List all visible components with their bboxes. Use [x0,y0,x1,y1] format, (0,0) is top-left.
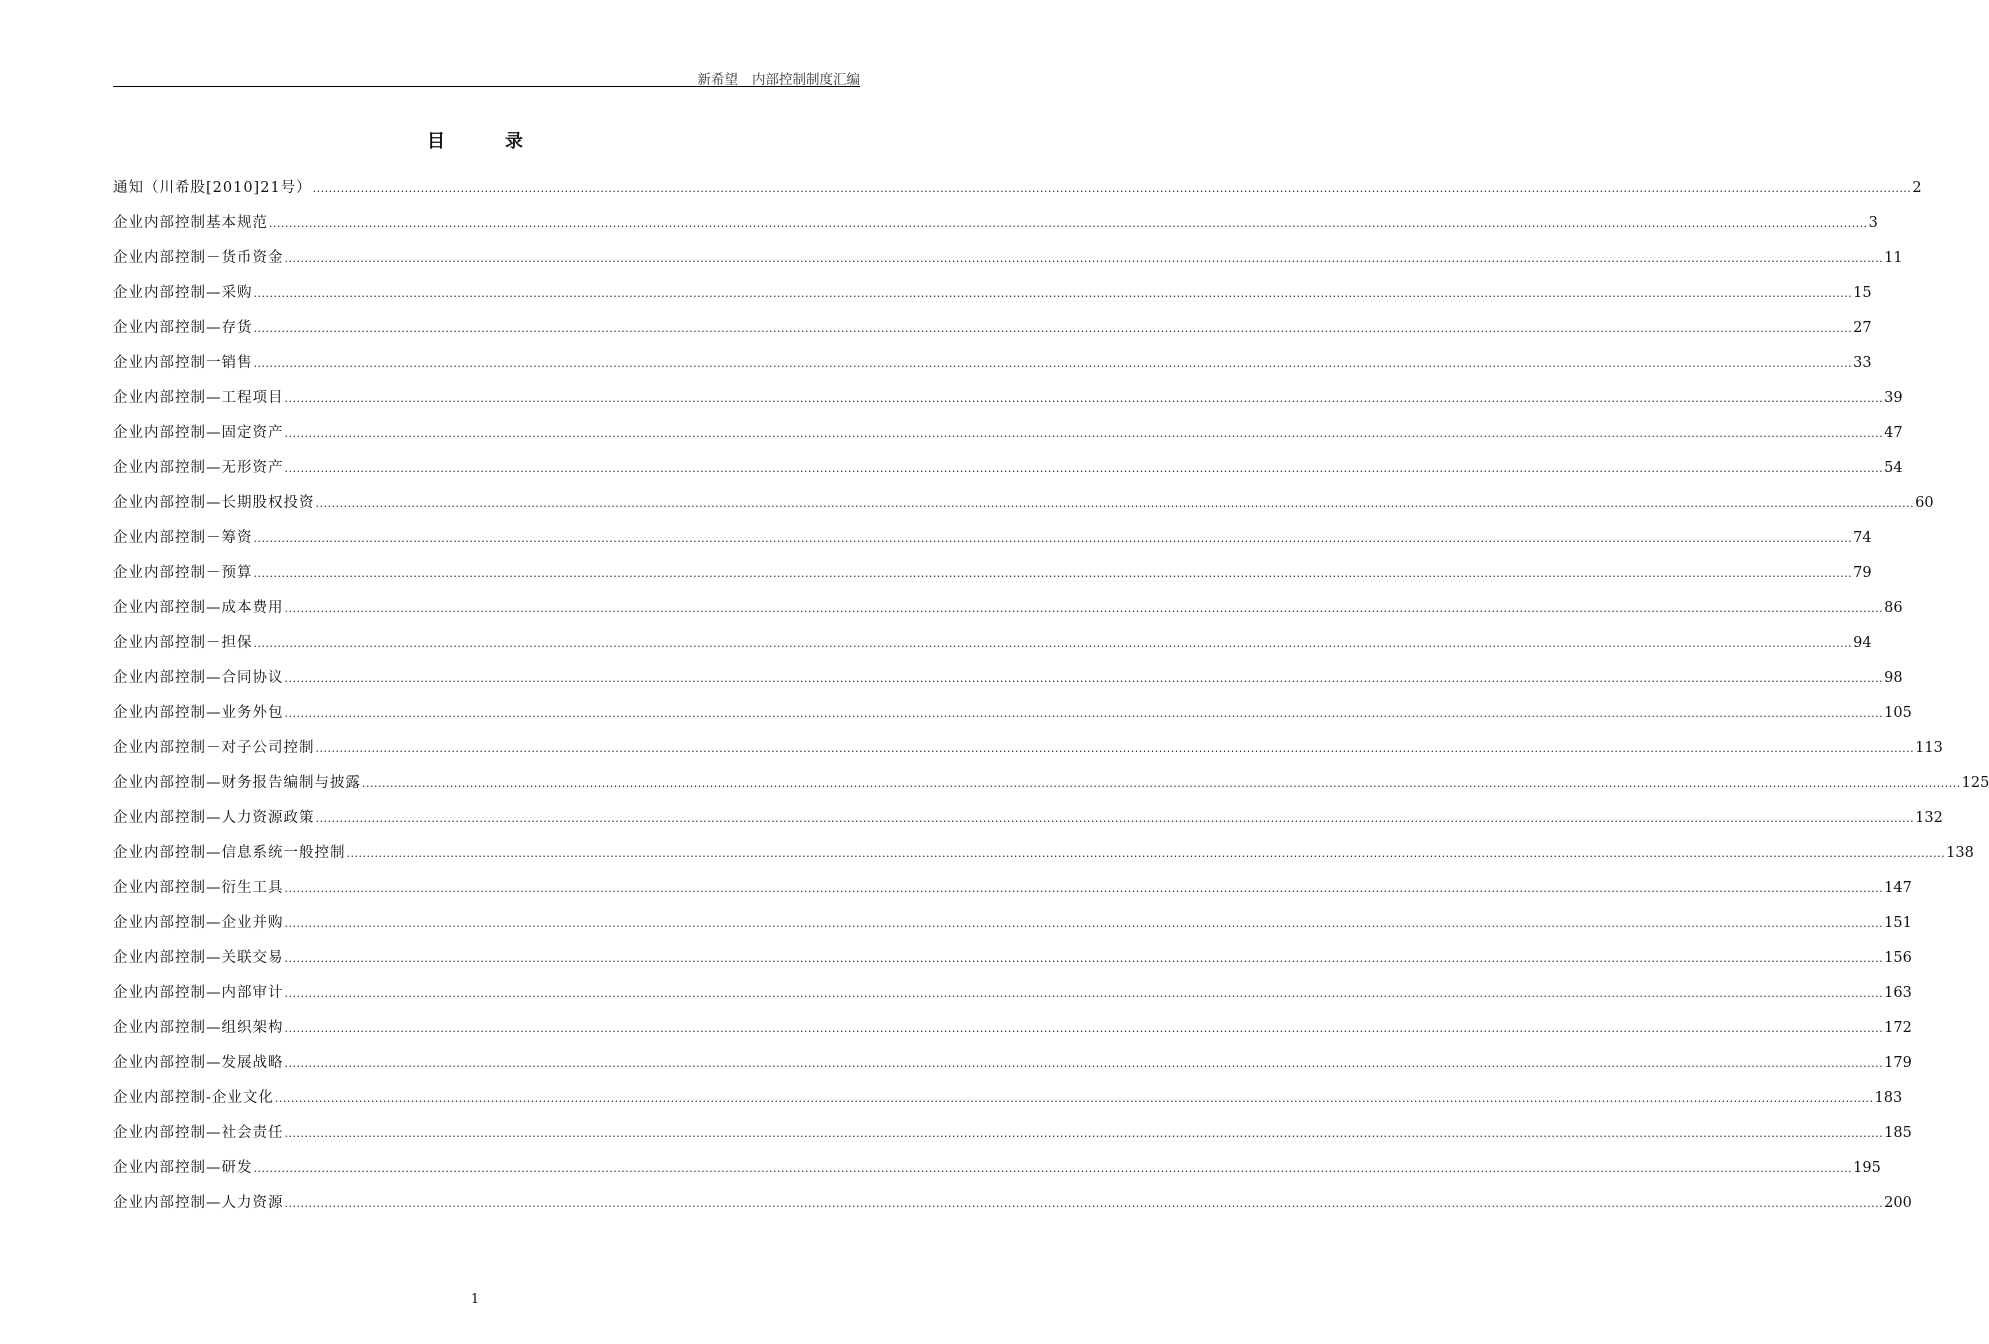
toc-entry-page: 156 [1884,950,1912,966]
header-rule [113,86,860,87]
toc-entry-page: 147 [1884,880,1912,896]
toc-dot-leader: ................................................................................................................................................................................................................................................................................................................................................................................................................ [253,357,1853,370]
toc-dot-leader: ................................................................................................................................................................................................................................................................................................................................................................................................................ [253,637,1853,650]
toc-entry[interactable] [113,771,1989,806]
toc-dot-leader: ................................................................................................................................................................................................................................................................................................................................................................................................................ [362,777,1961,790]
toc-entry[interactable] [113,596,1903,631]
toc-dot-leader: ................................................................................................................................................................................................................................................................................................................................................................................................................ [284,882,1884,895]
toc-entry-label: 企业内部控制—研发 [113,1160,253,1176]
header-document-title: 内部控制制度汇编 [752,72,860,88]
toc-title-char-1: 目 [427,131,445,152]
toc-entry-page: 113 [1915,740,1943,756]
table-of-contents [113,176,1989,1226]
toc-entry[interactable] [113,1051,1912,1086]
toc-dot-leader: ................................................................................................................................................................................................................................................................................................................................................................................................................ [284,707,1884,720]
toc-entry-label: 企业内部控制—合同协议 [113,670,284,686]
toc-dot-leader: ................................................................................................................................................................................................................................................................................................................................................................................................................ [284,917,1884,930]
toc-entry[interactable] [113,841,1974,876]
toc-entry[interactable] [113,911,1912,946]
toc-entry[interactable] [113,1016,1912,1051]
toc-entry-label: 企业内部控制—关联交易 [113,950,284,966]
toc-entry-page: 172 [1884,1020,1912,1036]
toc-entry-label: 企业内部控制一销售 [113,355,253,371]
toc-entry-label: 企业内部控制—固定资产 [113,425,284,441]
toc-entry-page: 27 [1853,320,1872,336]
toc-entry[interactable] [113,246,1903,281]
toc-entry-page: 74 [1853,530,1872,546]
toc-entry[interactable] [113,701,1912,736]
toc-dot-leader: ................................................................................................................................................................................................................................................................................................................................................................................................................ [253,287,1853,300]
toc-entry-label: 企业内部控制—组织架构 [113,1020,284,1036]
toc-entry[interactable] [113,1086,1903,1121]
toc-dot-leader: ................................................................................................................................................................................................................................................................................................................................................................................................................ [284,1197,1884,1210]
toc-entry-label: 企业内部控制－预算 [113,565,253,581]
toc-dot-leader: ................................................................................................................................................................................................................................................................................................................................................................................................................ [284,1057,1884,1070]
running-header [113,68,860,88]
toc-entry-page: 54 [1884,460,1903,476]
toc-entry-label: 企业内部控制—企业并购 [113,915,284,931]
toc-entry-label: 企业内部控制—人力资源政策 [113,810,315,826]
toc-entry-label: 企业内部控制-企业文化 [113,1090,274,1106]
toc-entry-page: 86 [1884,600,1903,616]
toc-entry-label: 企业内部控制—信息系统一般控制 [113,845,346,861]
toc-entry[interactable] [113,421,1903,456]
toc-entry[interactable] [113,561,1872,596]
toc-entry-page: 98 [1884,670,1903,686]
toc-title [0,127,950,153]
toc-dot-leader: ................................................................................................................................................................................................................................................................................................................................................................................................................ [284,1022,1884,1035]
toc-entry-label: 企业内部控制—成本费用 [113,600,284,616]
toc-entry-page: 183 [1874,1090,1903,1106]
toc-entry[interactable] [113,631,1872,666]
toc-dot-leader: ................................................................................................................................................................................................................................................................................................................................................................................................................ [312,182,1912,195]
toc-entry-label: 企业内部控制—无形资产 [113,460,284,476]
toc-entry-page: 200 [1884,1195,1912,1211]
page-number: 1 [470,1292,480,1307]
toc-entry-label: 企业内部控制基本规范 [113,215,268,231]
toc-entry-label: 企业内部控制—工程项目 [113,390,284,406]
toc-entry-page: 163 [1884,985,1912,1001]
toc-dot-leader: ................................................................................................................................................................................................................................................................................................................................................................................................................ [253,322,1853,335]
toc-entry-page: 79 [1853,565,1872,581]
toc-entry[interactable] [113,946,1912,981]
toc-entry[interactable] [113,316,1872,351]
toc-entry-page: 179 [1884,1055,1912,1071]
toc-dot-leader: ................................................................................................................................................................................................................................................................................................................................................................................................................ [284,252,1884,265]
toc-dot-leader: ................................................................................................................................................................................................................................................................................................................................................................................................................ [284,1127,1884,1140]
toc-entry[interactable] [113,1191,1912,1226]
toc-entry-label: 企业内部控制—业务外包 [113,705,284,721]
toc-entry-label: 企业内部控制—人力资源 [113,1195,284,1211]
toc-entry-label: 企业内部控制—衍生工具 [113,880,284,896]
toc-entry-page: 33 [1853,355,1872,371]
toc-entry-page: 132 [1915,810,1943,826]
toc-entry[interactable] [113,281,1872,316]
toc-dot-leader: ................................................................................................................................................................................................................................................................................................................................................................................................................ [284,672,1884,685]
toc-entry-label: 企业内部控制—存货 [113,320,253,336]
toc-entry[interactable] [113,981,1912,1016]
toc-entry-page: 47 [1884,425,1903,441]
toc-entry-page: 39 [1884,390,1903,406]
toc-dot-leader: ................................................................................................................................................................................................................................................................................................................................................................................................................ [284,427,1884,440]
toc-dot-leader: ................................................................................................................................................................................................................................................................................................................................................................................................................ [284,952,1884,965]
toc-dot-leader: ................................................................................................................................................................................................................................................................................................................................................................................................................ [284,462,1884,475]
toc-entry-page: 15 [1853,285,1872,301]
toc-dot-leader: ................................................................................................................................................................................................................................................................................................................................................................................................................ [284,987,1884,1000]
toc-entry[interactable] [113,456,1903,491]
toc-entry-page: 94 [1853,635,1872,651]
toc-dot-leader: ................................................................................................................................................................................................................................................................................................................................................................................................................ [315,742,1915,755]
toc-dot-leader: ................................................................................................................................................................................................................................................................................................................................................................................................................ [284,602,1884,615]
toc-dot-leader: ................................................................................................................................................................................................................................................................................................................................................................................................................ [253,1162,1853,1175]
toc-entry-page: 11 [1884,250,1903,266]
toc-dot-leader: ................................................................................................................................................................................................................................................................................................................................................................................................................ [253,567,1853,580]
toc-entry-label: 企业内部控制—财务报告编制与披露 [113,775,361,791]
toc-entry-label: 企业内部控制—内部审计 [113,985,284,1001]
toc-dot-leader: ................................................................................................................................................................................................................................................................................................................................................................................................................ [269,217,1868,230]
toc-entry[interactable] [113,1121,1912,1156]
toc-entry-label: 企业内部控制－筹资 [113,530,253,546]
toc-entry-page: 105 [1884,705,1912,721]
toc-entry[interactable] [113,876,1912,911]
toc-entry-label: 企业内部控制—长期股权投资 [113,495,315,511]
toc-entry[interactable] [113,736,1943,771]
toc-entry[interactable] [113,526,1872,561]
toc-entry-page: 60 [1915,495,1934,511]
header-company: 新希望 [697,72,738,88]
toc-entry-label: 企业内部控制—社会责任 [113,1125,284,1141]
toc-entry-page: 195 [1853,1160,1881,1176]
toc-entry[interactable] [113,176,1922,211]
toc-entry[interactable] [113,1156,1881,1191]
toc-entry[interactable] [113,386,1903,421]
toc-entry-page: 138 [1946,845,1974,861]
toc-entry-page: 3 [1868,215,1878,231]
toc-entry-label: 通知（川希股[2010]21号） [113,180,312,196]
toc-entry-label: 企业内部控制－货币资金 [113,250,284,266]
toc-entry-page: 151 [1884,915,1912,931]
toc-dot-leader: ................................................................................................................................................................................................................................................................................................................................................................................................................ [346,847,1946,860]
toc-entry[interactable] [113,806,1943,841]
toc-title-char-2: 录 [505,131,523,152]
toc-dot-leader: ................................................................................................................................................................................................................................................................................................................................................................................................................ [284,392,1884,405]
toc-entry[interactable] [113,491,1934,526]
toc-entry[interactable] [113,666,1903,701]
toc-entry-label: 企业内部控制－对子公司控制 [113,740,315,756]
toc-entry-label: 企业内部控制—采购 [113,285,253,301]
toc-entry-page: 125 [1961,775,1989,791]
toc-entry[interactable] [113,211,1878,246]
toc-dot-leader: ................................................................................................................................................................................................................................................................................................................................................................................................................ [274,1092,1874,1105]
toc-entry-page: 185 [1884,1125,1912,1141]
toc-entry-page: 2 [1912,180,1922,196]
toc-entry-label: 企业内部控制—发展战略 [113,1055,284,1071]
toc-dot-leader: ................................................................................................................................................................................................................................................................................................................................................................................................................ [253,532,1853,545]
toc-entry-label: 企业内部控制－担保 [113,635,253,651]
toc-dot-leader: ................................................................................................................................................................................................................................................................................................................................................................................................................ [315,812,1915,825]
toc-dot-leader: ................................................................................................................................................................................................................................................................................................................................................................................................................ [315,497,1915,510]
toc-entry[interactable] [113,351,1872,386]
